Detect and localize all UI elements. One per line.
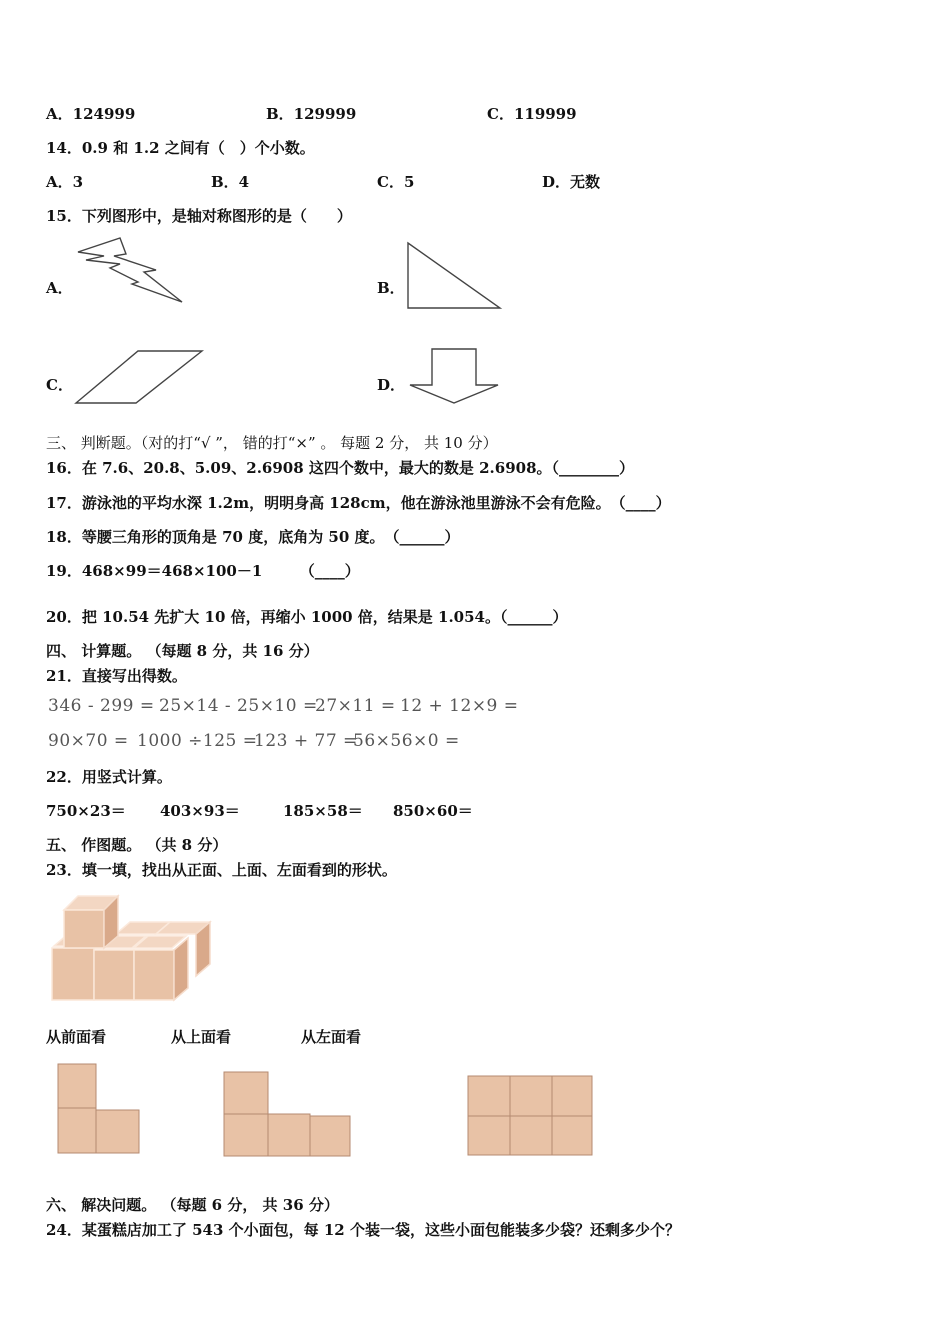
q14-stem: 14．0.9 和 1.2 之间有（ ）个小数。 — [46, 139, 315, 157]
q13-option-a: A．124999 — [46, 105, 136, 123]
q14-option-c: C．5 — [377, 173, 415, 191]
right-triangle-shape — [405, 241, 505, 311]
q22-text: 22．用竖式计算。 — [46, 768, 172, 786]
q20-text: 20．把 10.54 先扩大 10 倍，再缩小 1000 倍，结果是 1.054。（______） — [46, 608, 568, 626]
q21-expr: 27×11 = — [315, 696, 396, 716]
q22-item: 403×93＝ — [160, 802, 240, 820]
q22-item: 750×23＝ — [46, 802, 126, 820]
top-view-figure — [222, 1070, 354, 1160]
q15-option-b: B． — [377, 279, 405, 297]
front-view-figure — [56, 1062, 142, 1156]
section4-title: 四、 计算题。 （每题 8 分，共 16 分） — [46, 642, 319, 660]
view-label-front: 从前面看 — [46, 1028, 107, 1046]
q14-option-d: D．无数 — [542, 173, 601, 191]
q21-expr: 346 - 299 = — [48, 696, 155, 716]
q24-text: 24．某蛋糕店加工了 543 个小面包，每 12 个装一袋，这些小面包能装多少袋？还剩多少个？ — [46, 1221, 680, 1239]
q17-text: 17．游泳池的平均水深 1.2m，明明身高 128cm，他在游泳池里游泳不会有危险。 （____） — [46, 494, 671, 512]
left-view-figure — [466, 1074, 596, 1158]
lightning-shape — [76, 236, 186, 306]
q21-expr: 56×56×0 = — [353, 731, 460, 751]
q18-text: 18．等腰三角形的顶角是 70 度，底角为 50 度。 （______） — [46, 528, 460, 546]
q14-option-b: B．4 — [211, 173, 250, 191]
q21-expr: 90×70 = — [48, 731, 129, 751]
q21-expr: 1000 ÷125 = — [137, 731, 258, 751]
view-label-left: 从左面看 — [301, 1028, 362, 1046]
cube-stack-figure — [48, 890, 208, 1006]
q13-option-b: B．129999 — [266, 105, 357, 123]
q23-text: 23．填一填，找出从正面、上面、左面看到的形状。 — [46, 861, 397, 879]
section6-title: 六、 解决问题。 （每题 6 分， 共 36 分） — [46, 1196, 339, 1214]
q22-item: 185×58＝ — [283, 802, 363, 820]
q21-text: 21．直接写出得数。 — [46, 667, 187, 685]
q19-text: 19．468×99＝468×100－1 （____） — [46, 562, 360, 580]
q16-text: 16．在 7.6、20.8、5.09、2.6908 这四个数中，最大的数是 2.6908。（________） — [46, 459, 635, 477]
q13-option-c: C．119999 — [487, 105, 577, 123]
section5-title: 五、 作图题。 （共 8 分） — [46, 836, 228, 854]
view-label-top: 从上面看 — [171, 1028, 232, 1046]
q15-option-a: A． — [46, 279, 73, 297]
q21-expr: 12 + 12×9 = — [400, 696, 519, 716]
q15-option-d: D． — [377, 376, 406, 394]
q15-stem: 15．下列图形中，是轴对称图形的是（ ） — [46, 207, 352, 225]
down-arrow-shape — [406, 347, 502, 405]
q15-option-c: C． — [46, 376, 73, 394]
section3-title: 三、 判断题。（对的打“√ ”， 错的打“×” 。 每题 2 分， 共 10 分） — [46, 434, 498, 452]
q21-expr: 123 + 77 = — [254, 731, 358, 751]
q14-option-a: A．3 — [46, 173, 84, 191]
q21-expr: 25×14 - 25×10 = — [159, 696, 318, 716]
q22-item: 850×60＝ — [393, 802, 473, 820]
parallelogram-shape — [74, 349, 204, 405]
